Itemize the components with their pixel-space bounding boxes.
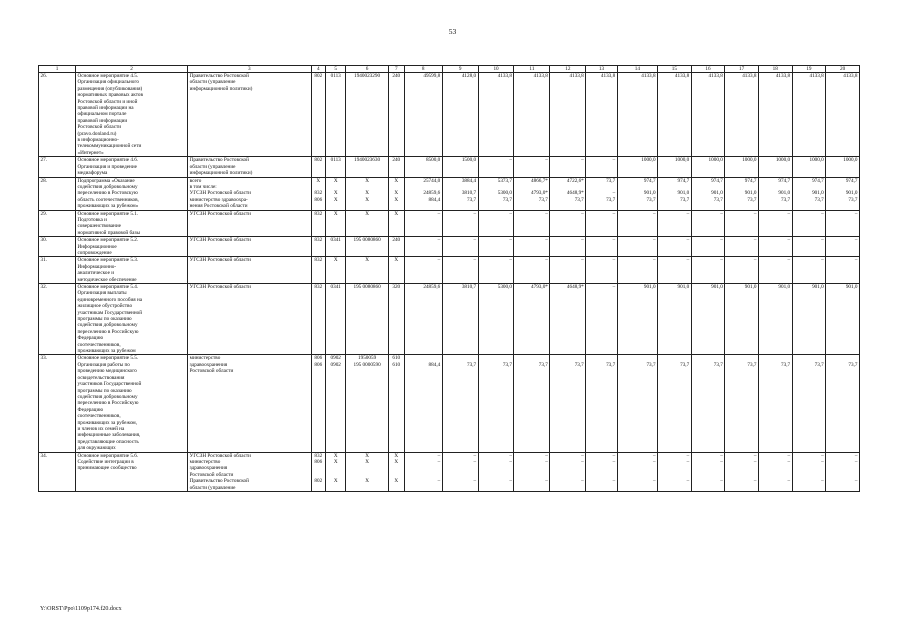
table-cell: 28. [39, 177, 76, 210]
table-cell: УГСЗН Ростовской области министерство здравоохранения Ростовской области Правительство Ростовской области (управление [188, 452, 311, 491]
table-cell: – [586, 210, 617, 237]
table-cell: – [758, 210, 792, 237]
column-number-19: 19 [792, 66, 826, 73]
table-cell: 24859,6 [404, 284, 442, 355]
table-cell: 73,7 [442, 355, 478, 452]
table-cell: министерство здравоохранения Ростовской области [188, 355, 311, 452]
table-cell: Основное мероприятие 4.6. Организация и проведение медиафорума [76, 157, 188, 177]
table-cell: 4648,9* [550, 284, 586, 355]
table-cell: 832 [311, 257, 326, 284]
table-cell: – [617, 257, 657, 284]
table-cell: – [826, 257, 860, 284]
table-cell: – [725, 237, 759, 257]
table-cell: – [514, 257, 550, 284]
table-cell: X [388, 257, 404, 284]
column-number-15: 15 [658, 66, 692, 73]
table-cell: – – – [586, 452, 617, 491]
table-body [39, 73, 860, 492]
table-cell: – [586, 284, 617, 355]
table-cell: – [442, 237, 478, 257]
table-cell: Основное мероприятие 5.6. Содействие интеграции в принимающее сообщество [76, 452, 188, 491]
table-cell: 73,7 [725, 355, 759, 452]
column-number-5: 5 [326, 66, 346, 73]
table-cell: – [550, 237, 586, 257]
table-cell: 30. [39, 237, 76, 257]
table-cell: 832 [311, 237, 326, 257]
table-cell: – [826, 237, 860, 257]
table-row [39, 452, 860, 491]
table-cell: 73,7 [826, 355, 860, 452]
table-cell: 974,7 901,0 73,7 [758, 177, 792, 210]
table-cell: 26. [39, 73, 76, 157]
table-cell: 4722,6* 4648,9* 73,7 [550, 177, 586, 210]
table-cell: 1000,0 [725, 157, 759, 177]
table-cell: 1000,0 [691, 157, 725, 177]
table-cell: 34. [39, 452, 76, 491]
table-cell: 0113 [326, 157, 346, 177]
table-cell: 240 [388, 237, 404, 257]
table-row [39, 177, 860, 210]
column-number-18: 18 [758, 66, 792, 73]
table-cell: X X X [388, 452, 404, 491]
page-number: 53 [448, 27, 457, 36]
table-cell: 1000,0 [617, 157, 657, 177]
table-cell: всего в том числе: УГСЗН Ростовской области министерство здравоохра- нения Ростовской области [188, 177, 311, 210]
table-cell: 25744,0 24859,6 884,4 [404, 177, 442, 210]
table-cell: – [550, 157, 586, 177]
table-cell: 4133,8 [758, 73, 792, 157]
table-cell: 73,7 [658, 355, 692, 452]
table-cell: – [442, 257, 478, 284]
table-cell: – [792, 237, 826, 257]
table-cell: 4133,8 [550, 73, 586, 157]
table-cell: 1940023630 [346, 157, 389, 177]
table-cell: 32. [39, 284, 76, 355]
table-cell: – [404, 210, 442, 237]
table-cell: X [346, 210, 389, 237]
table-cell: – [514, 210, 550, 237]
table-cell: 29. [39, 210, 76, 237]
column-number-14: 14 [617, 66, 657, 73]
table-cell: 974,7 901,0 73,7 [658, 177, 692, 210]
table-cell: 802 [311, 73, 326, 157]
table-row [39, 73, 860, 157]
table-cell: 4133,8 [725, 73, 759, 157]
table-cell: 1000,0 [792, 157, 826, 177]
table-row [39, 237, 860, 257]
table-cell: 901,0 [725, 284, 759, 355]
table-cell: 195 0080860 [346, 237, 389, 257]
table-cell: 1000,0 [758, 157, 792, 177]
column-number-10: 10 [478, 66, 514, 73]
table-cell: – [586, 237, 617, 257]
budget-table [38, 65, 860, 492]
column-number-2: 2 [76, 66, 188, 73]
table-cell: – – – [404, 452, 442, 491]
table-cell: 974,7 901,0 73,7 [826, 177, 860, 210]
table-cell: 832 [311, 210, 326, 237]
column-number-7: 7 [388, 66, 404, 73]
column-number-9: 9 [442, 66, 478, 73]
table-cell: – [617, 210, 657, 237]
table-cell: 5373,7 5300,0 73,7 [478, 177, 514, 210]
table-cell: 33. [39, 355, 76, 452]
table-cell: – – – [514, 452, 550, 491]
table-cell: – [658, 210, 692, 237]
table-cell: 0341 [326, 284, 346, 355]
column-number-20: 20 [826, 66, 860, 73]
table-cell: – [478, 237, 514, 257]
table-row [39, 210, 860, 237]
table-row [39, 157, 860, 177]
table-cell: 974,7 901,0 73,7 [725, 177, 759, 210]
table-cell: 884,4 [404, 355, 442, 452]
table-cell: – – – [442, 452, 478, 491]
table-cell: 0113 [326, 73, 346, 157]
table-cell: 3810,7 [442, 284, 478, 355]
table-cell: 73,7 [586, 355, 617, 452]
table-cell: 4133,8 [586, 73, 617, 157]
table-cell: УГСЗН Ростовской области [188, 257, 311, 284]
table-cell: Подпрограмма «Оказание содействия добровольному переселению в Ростовскую область соотечественников, проживающих за рубежом» [76, 177, 188, 210]
table-cell: – [758, 237, 792, 257]
table-cell: 4133,8 [691, 73, 725, 157]
column-number-12: 12 [550, 66, 586, 73]
table-cell: 73,7 [478, 355, 514, 452]
footer-file-path: Y:\ORST\Ppo\1109p174.f20.docx [40, 606, 122, 612]
table-cell: 73,7 [792, 355, 826, 452]
table-cell: – – – [826, 452, 860, 491]
table-cell: УГСЗН Ростовской области [188, 284, 311, 355]
table-cell: – [792, 210, 826, 237]
table-cell: X X X [388, 177, 404, 210]
table-cell: 806 806 [311, 355, 326, 452]
table-cell: – [758, 257, 792, 284]
table-cell: X [346, 257, 389, 284]
table-cell: – [514, 237, 550, 257]
table-cell: 1950059 195 0000590 [346, 355, 389, 452]
table-cell: 27. [39, 157, 76, 177]
table-cell: 4133,8 [617, 73, 657, 157]
column-number-1: 1 [39, 66, 76, 73]
column-number-11: 11 [514, 66, 550, 73]
table-cell: – [792, 257, 826, 284]
table-cell: 49599,8 [404, 73, 442, 157]
table-cell: – [691, 257, 725, 284]
table-cell: – – – [658, 452, 692, 491]
table-cell: – – – [550, 452, 586, 491]
table-cell: X [388, 210, 404, 237]
table-cell: Основное мероприятие 5.1. Подготовка и совершенствование нормативной правовой базы [76, 210, 188, 237]
table-cell: 4866,7* 4793,0* 73,7 [514, 177, 550, 210]
table-cell: – – – [792, 452, 826, 491]
table-cell: X X X [346, 452, 389, 491]
table-cell: 610 610 [388, 355, 404, 452]
table-cell: 31. [39, 257, 76, 284]
table-cell: 4128,0 [442, 73, 478, 157]
table-cell: 832 [311, 284, 326, 355]
table-cell: Основное мероприятие 5.5. Организация работы по проведению медицинского освидетельствования участников Государственной программы по оказанию содействия добровольному переселению в Российскую Федерацию соотечественников, проживающих за рубежом, и членов их семей на инфекционные заболевания, представляющие опасность для окружающих [76, 355, 188, 452]
table-cell: 901,0 [658, 284, 692, 355]
table-cell: 4793,0* [514, 284, 550, 355]
column-number-row [39, 66, 860, 73]
table-cell: 974,7 901,0 73,7 [792, 177, 826, 210]
table-cell: 974,7 901,0 73,7 [691, 177, 725, 210]
table-cell: X X X [346, 177, 389, 210]
table-cell: – [617, 237, 657, 257]
table-cell: – – – [617, 452, 657, 491]
table-cell: 1000,0 [826, 157, 860, 177]
table-cell: Основное мероприятие 5.3. Информационно- аналитическое и методическое обеспечение [76, 257, 188, 284]
table-cell: – [691, 210, 725, 237]
table-cell: 901,0 [758, 284, 792, 355]
table-cell: – [514, 157, 550, 177]
table-cell: – [586, 257, 617, 284]
table-cell: – [586, 157, 617, 177]
table-cell: 5300,0 [478, 284, 514, 355]
table-cell: 0902 0902 [326, 355, 346, 452]
column-number-8: 8 [404, 66, 442, 73]
table-cell: 4133,8 [658, 73, 692, 157]
table-cell: 8500,0 [404, 157, 442, 177]
table-row [39, 284, 860, 355]
column-number-17: 17 [725, 66, 759, 73]
table-cell: 3884,4 3810,7 73,7 [442, 177, 478, 210]
table-cell: 195 0080860 [346, 284, 389, 355]
table-cell: 901,0 [691, 284, 725, 355]
table-cell: 0341 [326, 237, 346, 257]
table-cell: – [725, 257, 759, 284]
table-cell: – [404, 257, 442, 284]
table-row [39, 355, 860, 452]
table-cell: X 832 806 [311, 177, 326, 210]
table-row [39, 257, 860, 284]
table-cell: – [478, 257, 514, 284]
table-cell: 832 806 802 [311, 452, 326, 491]
table-cell: – [658, 237, 692, 257]
table-cell: X [326, 257, 346, 284]
table-cell: 240 [388, 73, 404, 157]
column-number-6: 6 [346, 66, 389, 73]
table-cell: – [550, 210, 586, 237]
table-cell: 73,7 [691, 355, 725, 452]
column-number-16: 16 [691, 66, 725, 73]
column-number-4: 4 [311, 66, 326, 73]
table-cell: 4133,8 [478, 73, 514, 157]
table-cell: 4133,8 [514, 73, 550, 157]
table-cell: 4133,8 [826, 73, 860, 157]
table-cell: 802 [311, 157, 326, 177]
table-cell: Правительство Ростовской области (управление информационной политики) [188, 157, 311, 177]
column-number-3: 3 [188, 66, 311, 73]
table-cell: 73,7 [514, 355, 550, 452]
table-cell: 73,7 [758, 355, 792, 452]
table-cell: 974,7 901,0 73,7 [617, 177, 657, 210]
table-cell: – – – [758, 452, 792, 491]
table-cell: 240 [388, 157, 404, 177]
table-cell: – [404, 237, 442, 257]
table-cell: – [478, 210, 514, 237]
table-cell: 901,0 [826, 284, 860, 355]
table-cell: 73,7 [617, 355, 657, 452]
table-cell: 901,0 [792, 284, 826, 355]
table-cell: Основное мероприятие 5.2. Информационное сопровождение [76, 237, 188, 257]
table-cell: Основное мероприятие 4.5. Организация официального размещения (опубликования) нормативных правовых актов Ростовской области и иной правовой информации на официальном портале правовой информации Ростовской области (pravo.donland.ru) в информационно- телекоммуникационной сети «Интернет» [76, 73, 188, 157]
table-cell: X X X [326, 452, 346, 491]
table-cell: – [691, 237, 725, 257]
table-cell: 73,7 – 73,7 [586, 177, 617, 210]
table-cell: – [826, 210, 860, 237]
table-cell: – – – [691, 452, 725, 491]
table-cell: 73,7 [550, 355, 586, 452]
table-cell: – [442, 210, 478, 237]
table-cell: 901,0 [617, 284, 657, 355]
table-cell: – [550, 257, 586, 284]
table-cell: Правительство Ростовской области (управление информационной политики) [188, 73, 311, 157]
table-cell: 1000,0 [658, 157, 692, 177]
table-cell: – [725, 210, 759, 237]
table-cell: Основное мероприятие 5.4. Организация выплаты единовременного пособия на жилищное обустройство участникам Государственной программы по оказанию содействия добровольному переселению в Российскую Федерацию соотечественников, проживающих за рубежом [76, 284, 188, 355]
table-cell: УГСЗН Ростовской области [188, 237, 311, 257]
column-number-13: 13 [586, 66, 617, 73]
table-cell: X [326, 210, 346, 237]
table-cell: 1500,0 [442, 157, 478, 177]
table-cell: – [478, 157, 514, 177]
table-cell: 1940023290 [346, 73, 389, 157]
table-cell: – – – [725, 452, 759, 491]
table-cell: 4133,8 [792, 73, 826, 157]
table-cell: – – – [478, 452, 514, 491]
table-cell: 320 [388, 284, 404, 355]
table-cell: – [658, 257, 692, 284]
table-cell: УГСЗН Ростовской области [188, 210, 311, 237]
table-cell: X X X [326, 177, 346, 210]
